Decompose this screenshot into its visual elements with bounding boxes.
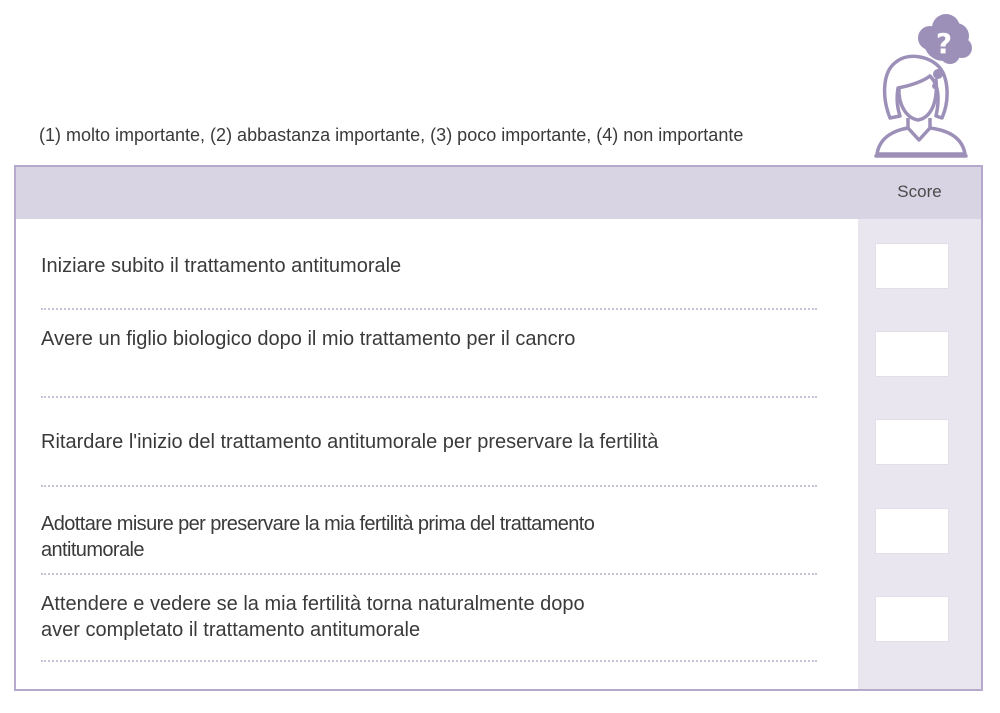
- row-divider: [41, 485, 817, 487]
- table-row: [41, 253, 816, 279]
- table-row: [41, 326, 816, 352]
- item-text-continued: antitumorale: [41, 539, 144, 561]
- svg-text:?: ?: [935, 27, 953, 60]
- item-text: Adottare misure per preservare la mia fertilità prima del trattamento: [41, 513, 595, 535]
- score-input-2[interactable]: [875, 331, 949, 377]
- item-text: Iniziare subito il trattamento antitumorale: [41, 255, 402, 277]
- item-text-continued: aver completato il trattamento antitumorale: [41, 619, 421, 641]
- priorities-table: [14, 165, 983, 691]
- score-column-header: Score: [897, 182, 942, 201]
- row-divider: [41, 396, 817, 398]
- table-row: [41, 511, 816, 563]
- item-text: Attendere e vedere se la mia fertilità torna naturalmente dopo: [41, 593, 585, 615]
- score-input-4[interactable]: [875, 508, 949, 554]
- table-row: [41, 429, 816, 455]
- row-divider: [41, 573, 817, 575]
- table-row: [41, 591, 816, 643]
- thinking-woman-question-icon: [868, 8, 978, 160]
- item-text: Avere un figlio biologico dopo il mio trattamento per il cancro: [41, 328, 576, 350]
- row-divider: [41, 660, 817, 662]
- item-text: Ritardare l'inizio del trattamento antitumorale per preservare la fertilità: [41, 431, 659, 453]
- score-input-1[interactable]: [875, 243, 949, 289]
- row-divider: [41, 308, 817, 310]
- score-input-5[interactable]: [875, 596, 949, 642]
- table-header: [16, 167, 981, 219]
- score-input-3[interactable]: [875, 419, 949, 465]
- score-column: [858, 219, 981, 689]
- rating-legend: (1) molto importante, (2) abbastanza importante, (3) poco importante, (4) non importante: [39, 125, 744, 145]
